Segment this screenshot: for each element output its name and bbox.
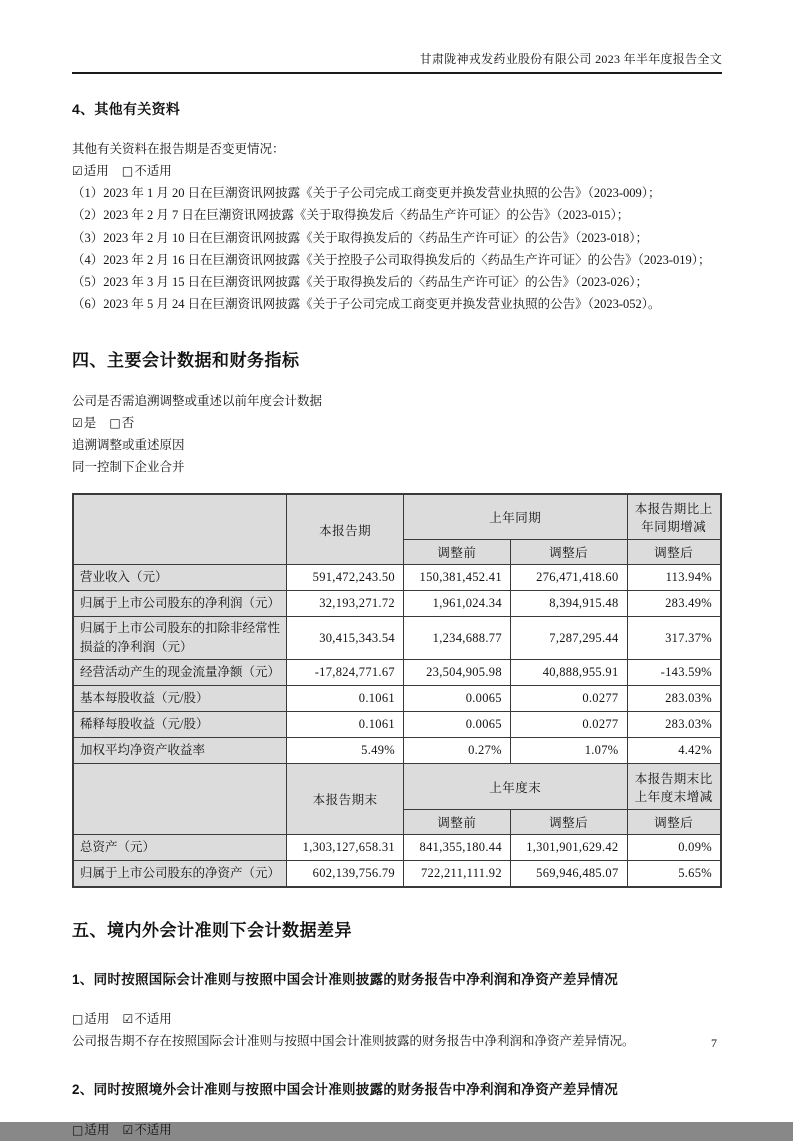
checkbox-unchecked-icon: □ — [109, 415, 121, 430]
disclosure-item: （4）2023 年 2 月 16 日在巨潮资讯网披露《关于控股子公司取得换发后的〈药品生产许可证〉的公告》（2023-019）； — [72, 252, 711, 267]
disclosure-item: （6）2023 年 5 月 24 日在巨潮资讯网披露《关于子公司完成工商变更并换发营业执照的公告》（2023-052）。 — [72, 297, 661, 312]
table-row-revenue — [73, 565, 721, 591]
disclosure-item: （3）2023 年 2 月 10 日在巨潮资讯网披露《关于取得换发后的〈药品生产许可证〉的公告》（2023-018）； — [72, 230, 649, 245]
applicable-option — [72, 1012, 109, 1026]
cell-after: 569,946,485.07 — [510, 861, 627, 887]
cell-after: 7,287,295.44 — [510, 617, 627, 660]
checkbox-checked-icon: ☑ — [122, 1011, 134, 1026]
cell-after: 8,394,915.48 — [510, 591, 627, 617]
disclosure-item: （5）2023 年 3 月 15 日在巨潮资讯网披露《关于取得换发后的〈药品生产许可证〉的公告》（2023-026）； — [72, 275, 649, 290]
not-applicable-label: 不适用 — [134, 1122, 172, 1137]
restate-reason-label: 追溯调整或重述原因 — [72, 437, 185, 452]
cell-current: 30,415,343.54 — [287, 617, 404, 660]
yes-label: 是 — [83, 415, 97, 430]
row-label: 经营活动产生的现金流量净额（元） — [73, 660, 287, 686]
cell-before: 0.0065 — [403, 712, 510, 738]
cell-change: 0.09% — [627, 835, 721, 861]
checkbox-unchecked-icon: □ — [121, 164, 134, 178]
cell-change: 4.42% — [627, 738, 721, 764]
row-label: 归属于上市公司股东的净利润（元） — [73, 591, 287, 617]
section-other-applicability — [72, 160, 722, 182]
table-row-net-profit — [73, 591, 721, 617]
table-header-current-period: 本报告期 — [287, 494, 404, 565]
no-option — [109, 416, 134, 430]
cell-before: 23,504,905.98 — [403, 660, 510, 686]
table-header-empty-cell — [73, 764, 287, 835]
section-diff-sub2-title: 2、同时按照境外会计准则与按照中国会计准则披露的财务报告中净利润和净资产差异情况 — [72, 1081, 619, 1097]
no-label: 否 — [121, 415, 135, 430]
table-subheader-after-adjust: 调整后 — [510, 540, 627, 565]
cell-change: 317.37% — [627, 617, 721, 660]
section-diff-title: 五、境内外会计准则下会计数据差异 — [72, 920, 352, 940]
cell-after: 1.07% — [510, 738, 627, 764]
table-row-diluted-eps — [73, 712, 721, 738]
financial-indicators-table — [72, 493, 722, 888]
row-label: 稀释每股收益（元/股） — [73, 712, 287, 738]
report-title: 甘肃陇神戎发药业股份有限公司 2023 年半年度报告全文 — [419, 52, 722, 66]
not-applicable-label: 不适用 — [134, 164, 172, 178]
section-main-title: 四、主要会计数据和财务指标 — [72, 350, 300, 370]
cell-change: 283.49% — [627, 591, 721, 617]
cell-current: 602,139,756.79 — [287, 861, 404, 887]
row-label: 加权平均净资产收益率 — [73, 738, 287, 764]
cell-current: 0.1061 — [287, 712, 404, 738]
cell-after: 0.0277 — [510, 686, 627, 712]
sub1-note: 公司报告期不存在按照国际会计准则与按照中国会计准则披露的财务报告中净利润和净资产差异情况。 — [72, 1033, 635, 1048]
restate-answer — [72, 412, 722, 434]
cell-change: 5.65% — [627, 861, 721, 887]
table-subheader-change-after-adjust: 调整后 — [627, 540, 721, 565]
page-number: 7 — [711, 1036, 717, 1050]
applicable-option — [72, 1123, 109, 1137]
table-row-net-profit-deducted — [73, 617, 721, 660]
table-row-net-assets — [73, 861, 721, 887]
cell-after: 1,301,901,629.42 — [510, 835, 627, 861]
not-applicable-option — [122, 164, 172, 178]
row-label: 基本每股收益（元/股） — [73, 686, 287, 712]
not-applicable-label: 不适用 — [134, 1011, 172, 1026]
cell-current: 32,193,271.72 — [287, 591, 404, 617]
checkbox-unchecked-icon: □ — [72, 1122, 84, 1137]
section-other-title: 4、其他有关资料 — [72, 101, 181, 117]
restate-reason-value: 同一控制下企业合并 — [72, 459, 185, 474]
table-row-basic-eps — [73, 686, 721, 712]
section-diff-sub1-title: 1、同时按照国际会计准则与按照中国会计准则披露的财务报告中净利润和净资产差异情况 — [72, 971, 619, 987]
cell-after: 40,888,955.91 — [510, 660, 627, 686]
table-subheader-after-adjust: 调整后 — [510, 810, 627, 835]
cell-before: 0.27% — [403, 738, 510, 764]
table-subheader-change-after-adjust: 调整后 — [627, 810, 721, 835]
row-label: 归属于上市公司股东的净资产（元） — [73, 861, 287, 887]
running-header — [72, 50, 722, 74]
applicable-label: 适用 — [84, 1011, 110, 1026]
row-label: 营业收入（元） — [73, 565, 287, 591]
cell-after: 276,471,418.60 — [510, 565, 627, 591]
cell-after: 0.0277 — [510, 712, 627, 738]
checkbox-checked-icon: ☑ — [72, 415, 83, 430]
cell-current: 1,303,127,658.31 — [287, 835, 404, 861]
table-header-change-2: 本报告期末比上年度末增减 — [627, 764, 721, 810]
cell-change: 283.03% — [627, 712, 721, 738]
disclosure-item: （2）2023 年 2 月 7 日在巨潮资讯网披露《关于取得换发后〈药品生产许可证〉的公告》（2023-015）； — [72, 208, 630, 223]
table-header-prior-period: 上年同期 — [403, 494, 627, 540]
cell-before: 0.0065 — [403, 686, 510, 712]
sub2-applicability — [72, 1119, 722, 1141]
cell-before: 841,355,180.44 — [403, 835, 510, 861]
applicable-label: 适用 — [83, 164, 109, 178]
table-header-row-2 — [73, 764, 721, 810]
cell-before: 722,211,111.92 — [403, 861, 510, 887]
row-label: 总资产（元） — [73, 835, 287, 861]
restate-question: 公司是否需追溯调整或重述以前年度会计数据 — [72, 393, 323, 408]
row-label: 归属于上市公司股东的扣除非经常性损益的净利润（元） — [73, 617, 287, 660]
table-header-prior-year-end: 上年度末 — [403, 764, 627, 810]
applicable-label: 适用 — [84, 1122, 110, 1137]
table-row-roe — [73, 738, 721, 764]
cell-before: 150,381,452.41 — [403, 565, 510, 591]
checkbox-unchecked-icon: □ — [72, 1011, 84, 1026]
cell-current: 591,472,243.50 — [287, 565, 404, 591]
disclosure-item: （1）2023 年 1 月 20 日在巨潮资讯网披露《关于子公司完成工商变更并换发营业执照的公告》（2023-009）； — [72, 186, 661, 200]
section-other-intro: 其他有关资料在报告期是否变更情况： — [72, 142, 285, 156]
disclosure-list — [72, 182, 722, 316]
table-header-period-end: 本报告期末 — [287, 764, 404, 835]
cell-change: 113.94% — [627, 565, 721, 591]
cell-before: 1,961,024.34 — [403, 591, 510, 617]
table-subheader-before-adjust: 调整前 — [403, 540, 510, 565]
table-header-empty-cell — [73, 494, 287, 565]
cell-change: 283.03% — [627, 686, 721, 712]
table-subheader-before-adjust: 调整前 — [403, 810, 510, 835]
cell-current: -17,824,771.67 — [287, 660, 404, 686]
cell-current: 5.49% — [287, 738, 404, 764]
yes-option — [72, 416, 96, 430]
table-row-cash-flow — [73, 660, 721, 686]
table-header-row — [73, 494, 721, 540]
cell-change: -143.59% — [627, 660, 721, 686]
checkbox-checked-icon: ☑ — [122, 1122, 134, 1137]
cell-before: 1,234,688.77 — [403, 617, 510, 660]
not-applicable-option — [122, 1123, 171, 1137]
table-header-change: 本报告期比上年同期增减 — [627, 494, 721, 540]
applicable-option — [72, 164, 109, 178]
sub1-applicability — [72, 1008, 722, 1030]
cell-current: 0.1061 — [287, 686, 404, 712]
checkbox-checked-icon: ☑ — [72, 164, 83, 178]
table-row-total-assets — [73, 835, 721, 861]
not-applicable-option — [122, 1012, 171, 1026]
